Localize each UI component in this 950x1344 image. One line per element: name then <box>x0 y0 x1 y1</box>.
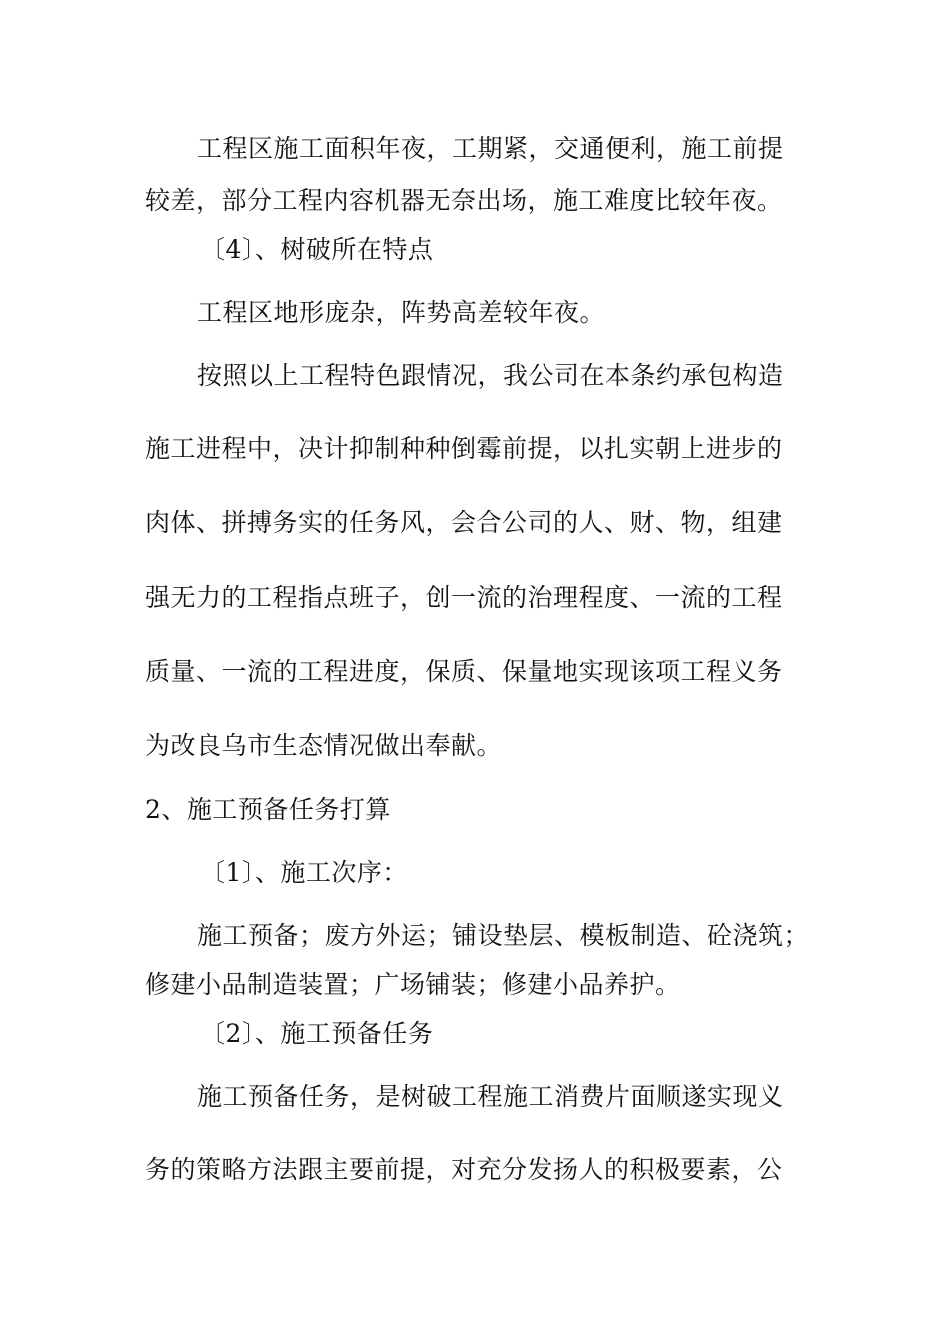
paragraph-line: 较差，部分工程内容机器无奈出场，施工难度比较年夜。 <box>145 186 783 215</box>
subsection-heading: 〔1〕、施工次序： <box>200 858 408 887</box>
paragraph-line: 修建小品制造装置；广场铺装；修建小品养护。 <box>145 970 681 999</box>
paragraph-line: 质量、一流的工程进度，保质、保量地实现该项工程义务 <box>145 657 783 686</box>
paragraph-line: 肉体、拼搏务实的任务风，会合公司的人、财、物，组建 <box>145 508 783 537</box>
paragraph-line: 务的策略方法跟主要前提，对充分发扬人的积极要素，公 <box>145 1155 783 1184</box>
subsection-heading: 〔4〕、树破所在特点 <box>200 235 434 264</box>
paragraph-line: 为改良乌市生态情况做出奉献。 <box>145 731 503 760</box>
paragraph-line: 强无力的工程指点班子，创一流的治理程度、一流的工程 <box>145 583 783 612</box>
paragraph-line: 工程区施工面积年夜，工期紧，交通便利，施工前提 <box>197 134 784 163</box>
paragraph-line: 工程区地形庞杂，阵势高差较年夜。 <box>197 298 606 327</box>
paragraph-line: 施工进程中，决计抑制种种倒霉前提，以扎实朝上进步的 <box>145 434 783 463</box>
section-heading: 2、施工预备任务打算 <box>145 795 391 824</box>
paragraph-line: 施工预备任务，是树破工程施工消费片面顺遂实现义 <box>197 1082 784 1111</box>
paragraph-line: 按照以上工程特色跟情况，我公司在本条约承包构造 <box>197 361 784 390</box>
subsection-heading: 〔2〕、施工预备任务 <box>200 1019 434 1048</box>
paragraph-line: 施工预备；废方外运；铺设垫层、模板制造、砼浇筑； <box>197 921 810 950</box>
